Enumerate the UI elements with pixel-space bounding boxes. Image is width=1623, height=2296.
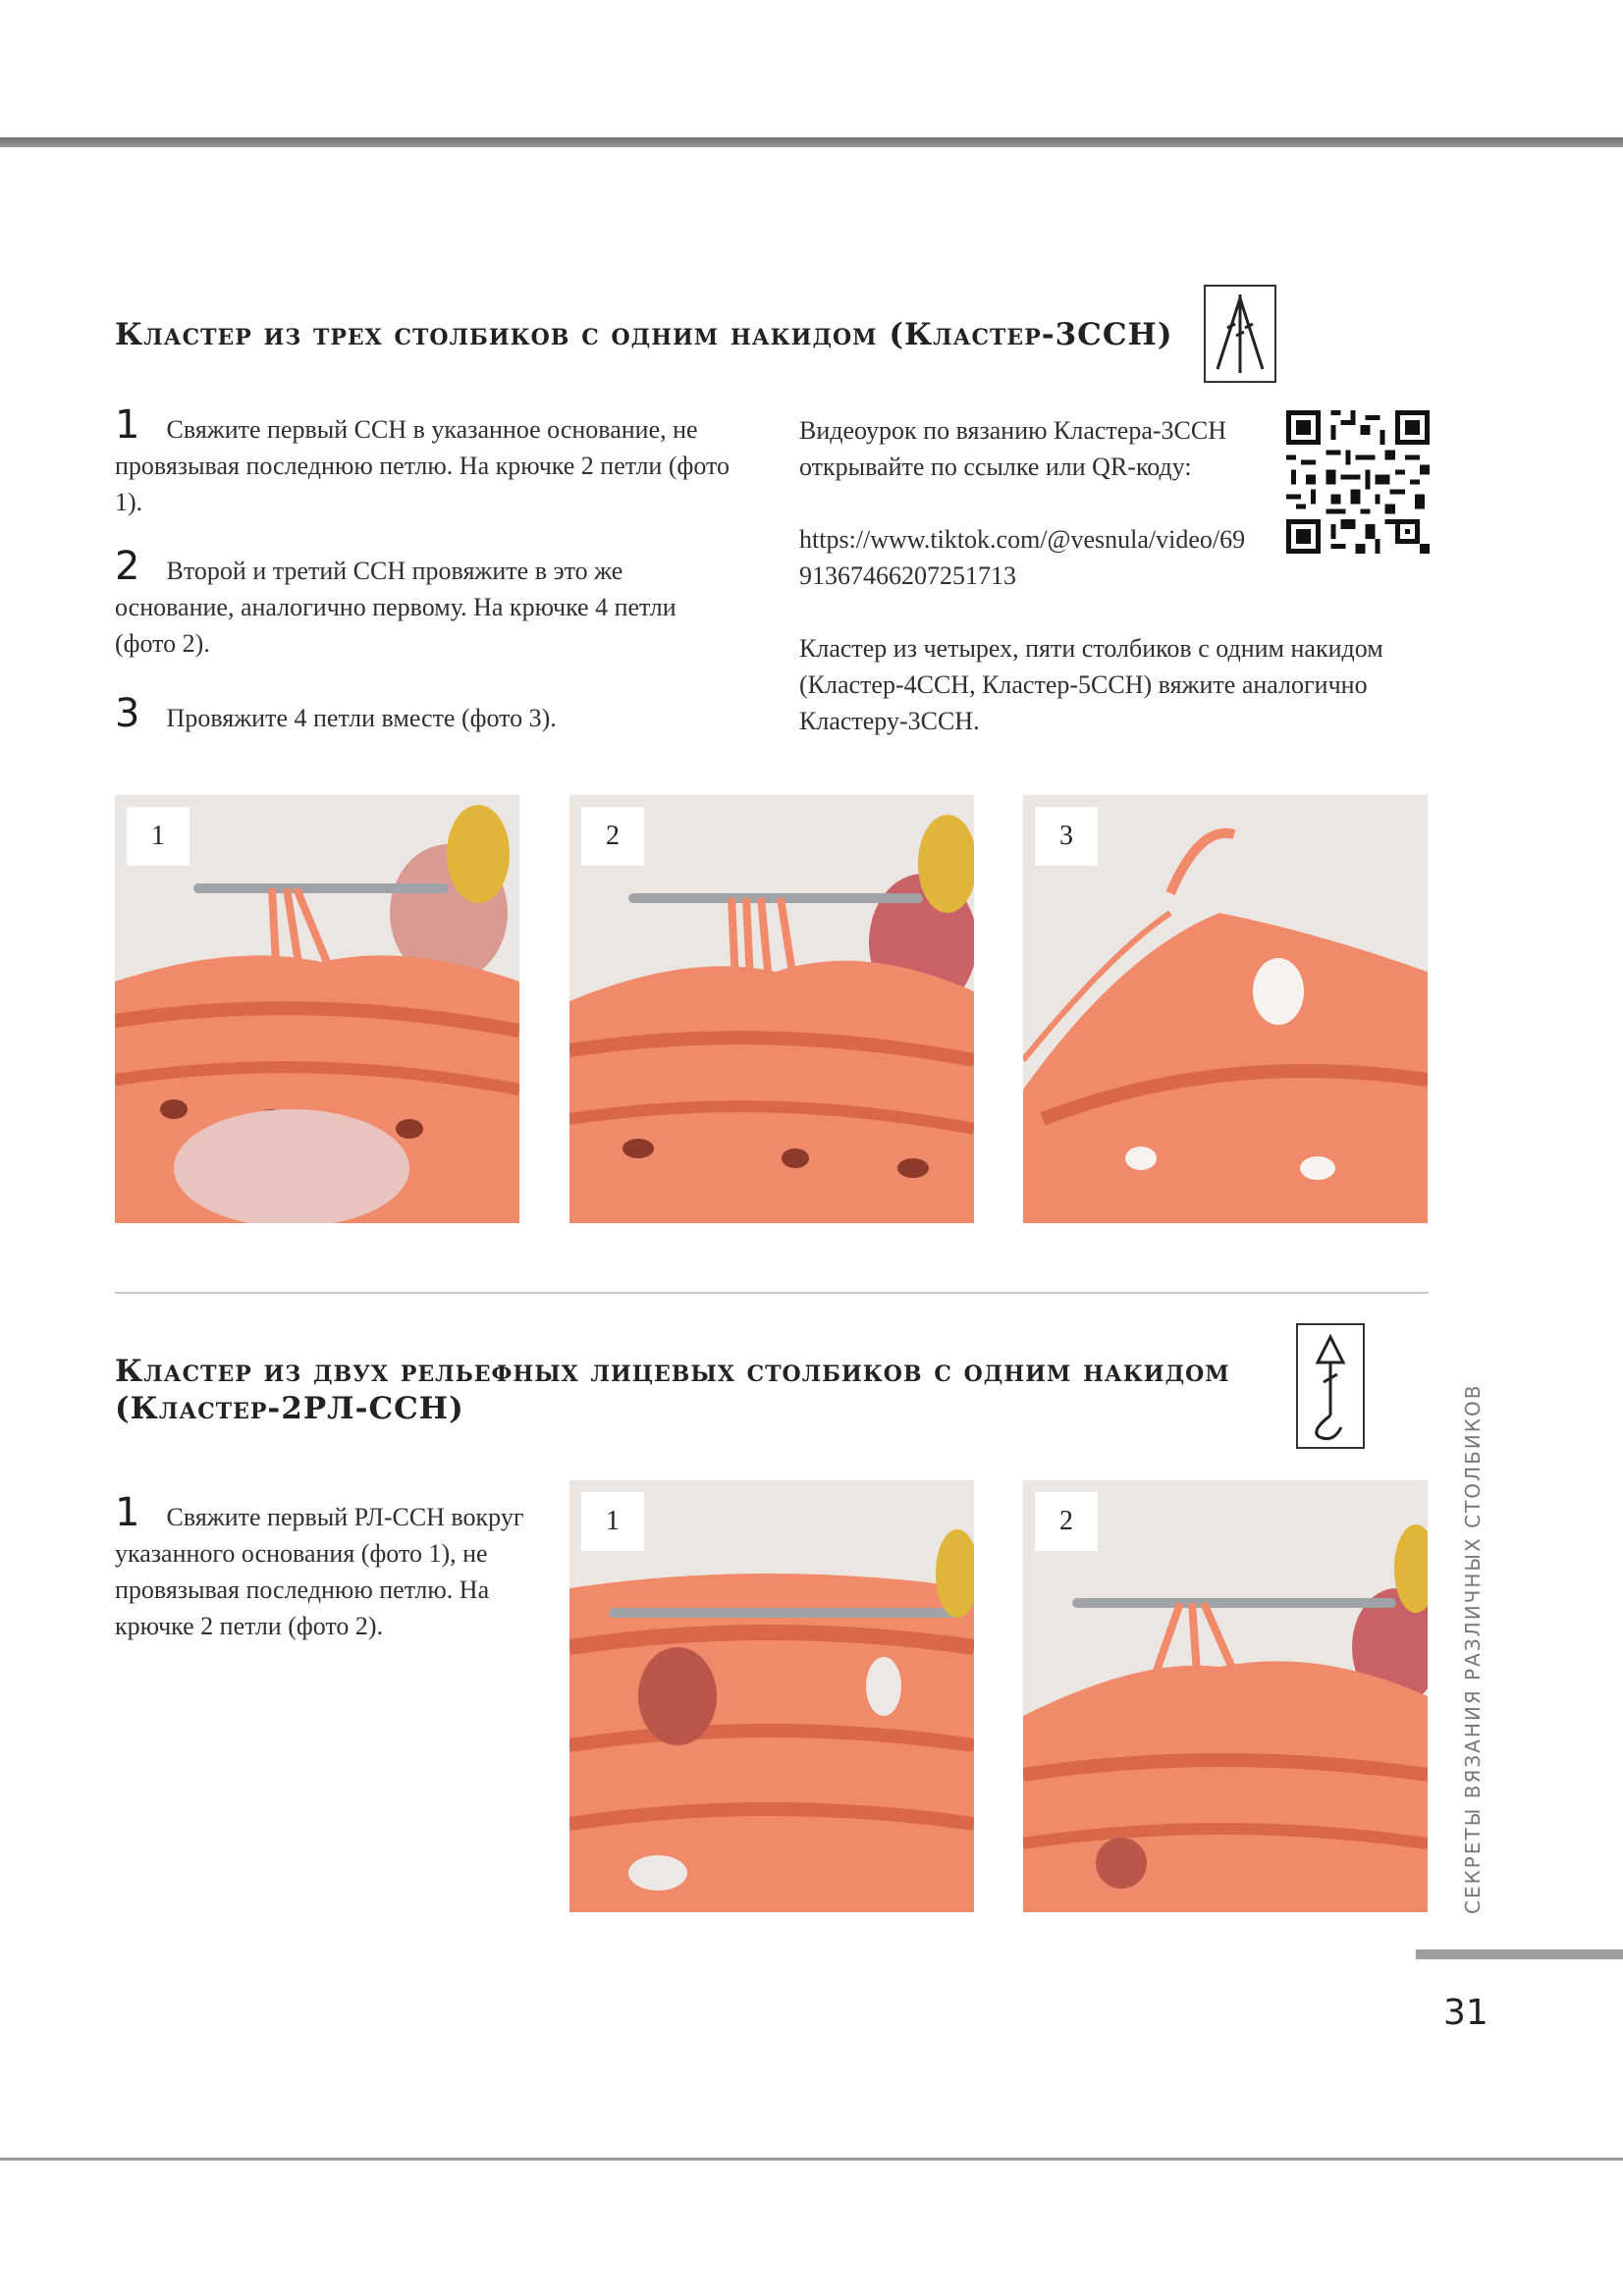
top-rule [0, 137, 1623, 147]
section2-title [115, 1353, 1293, 1427]
section2-title-line2: (Кластер-2РЛ-ССН) [115, 1391, 464, 1426]
bottom-rule [0, 2158, 1623, 2161]
extra-note: Кластер из четырех, пяти столбиков с одним накидом (Кластер-4ССН, Кластер-5ССН) вяжите аналогично Кластеру-3ССН. [799, 634, 1383, 735]
step-text: Свяжите первый ССН в указанное основание, не провязывая последнюю петлю. На крючке 2 петли (фото 1). [115, 415, 730, 516]
step-text: Второй и третий ССН провяжите в это же основание, аналогично первому. На крючке 4 петли (фото 2). [115, 557, 676, 658]
section1-title: Кластер из трех столбиков с одним накидом (Кластер-3ССН) [115, 317, 1173, 352]
section1-step-3 [115, 691, 743, 736]
step-text: Провяжите 4 петли вместе (фото 3). [166, 704, 557, 732]
photo-number-label: 1 [581, 1492, 644, 1551]
video-note: Видеоурок по вязанию Кластера-3ССН открывайте по ссылке или QR-коду: [799, 416, 1226, 481]
chapter-side-label: СЕКРЕТЫ ВЯЗАНИЯ РАЗЛИЧНЫХ СТОЛБИКОВ [1461, 1383, 1485, 1914]
photo-number-label: 3 [1035, 807, 1098, 866]
side-rule [1416, 1949, 1623, 1959]
cluster-2rl-symbol-icon [1296, 1323, 1365, 1449]
photo-2-1 [569, 1480, 974, 1912]
cluster-3-symbol-icon [1204, 285, 1276, 383]
qr-code-icon[interactable] [1286, 410, 1430, 554]
page-number: 31 [1443, 1993, 1488, 2033]
photo-2 [569, 795, 974, 1223]
photo-2-2 [1023, 1480, 1428, 1912]
step-number: 3 [115, 691, 140, 736]
video-url-link[interactable]: https://www.tiktok.com/@vesnula/video/6991367466207251713 [799, 525, 1246, 590]
section1-step-1 [115, 402, 743, 520]
photo-3 [1023, 795, 1428, 1223]
section2-step-1 [115, 1490, 527, 1644]
step-number: 2 [115, 544, 140, 589]
step-number: 1 [115, 402, 140, 448]
photo-number-label: 2 [1035, 1492, 1098, 1551]
photo-1 [115, 795, 519, 1223]
photo-number-label: 1 [127, 807, 189, 866]
section1-step-2 [115, 544, 743, 662]
step-number: 1 [115, 1490, 140, 1535]
photo-number-label: 2 [581, 807, 644, 866]
section-divider [115, 1292, 1429, 1294]
step-text: Свяжите первый РЛ-ССН вокруг указанного основания (фото 1), не провязывая последнюю петлю. На крючке 2 петли (фото 2). [115, 1503, 524, 1640]
section2-title-line1: Кластер из двух рельефных лицевых столбиков с одним накидом [115, 1354, 1230, 1389]
